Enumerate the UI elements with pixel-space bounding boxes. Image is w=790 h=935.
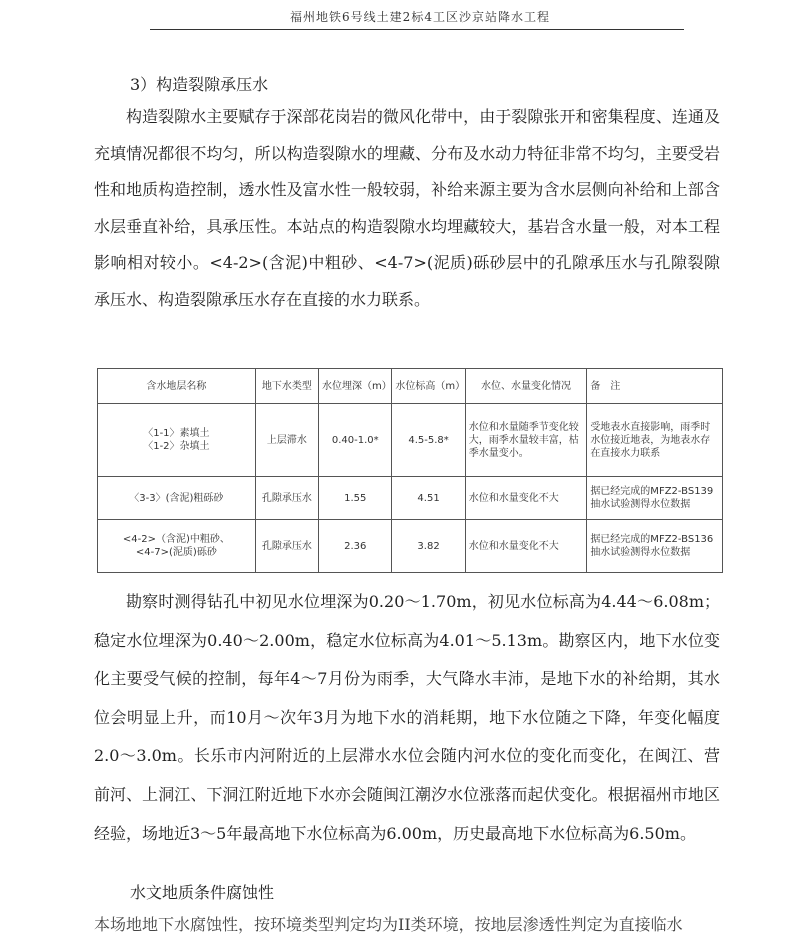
cell-name: <4-2>（含泥)中粗砂、 <4-7>(泥质)砾砂 — [98, 520, 256, 573]
cell-change: 水位和水量变化不大 — [465, 520, 587, 573]
body-paragraph: 构造裂隙水主要赋存于深部花岗岩的微风化带中，由于裂隙张开和密集程度、连通及充填情况都很不均匀，所以构造裂隙水的埋藏、分布及水动力特征非常不均匀，主要受岩性和地质构造控制，透水性及富水性一般较弱，补给来源主要为含水层侧向补给和上部含水层垂直补给，具承压性。本站点的构造裂隙水均埋藏较大，基岩含水量一般，对本工程影响相对较小。<4-2>(含泥)中粗砂、<4-7>(泥质)砾砂层中的孔隙承压水与孔隙裂隙承压水、构造裂隙承压水存在直接的水力联系。 — [94, 107, 720, 309]
header-name: 含水地层名称 — [98, 369, 256, 404]
cell-change: 水位和水量随季节变化较大，雨季水量较丰富，枯季水量变小。 — [465, 404, 587, 477]
cell-remark: 据已经完成的MFZ2-BS136抽水试验测得水位数据 — [587, 520, 723, 573]
header-type: 地下水类型 — [255, 369, 318, 404]
header-remark: 备 注 — [587, 369, 723, 404]
header-elevation: 水位标高（m） — [392, 369, 465, 404]
cutoff-text: 本场地地下水腐蚀性，按环境类型判定均为II类环境，按地层渗透性判定为直接临水 — [94, 915, 683, 934]
cell-remark: 据已经完成的MFZ2-BS139抽水试验测得水位数据 — [587, 477, 723, 520]
cell-elevation: 4.5-5.8* — [392, 404, 465, 477]
cell-change: 水位和水量变化不大 — [465, 477, 587, 520]
page-header: 福州地铁6号线土建2标4工区沙京站降水工程 — [290, 10, 550, 24]
table-row — [98, 404, 723, 477]
section-heading: 3）构造裂隙承压水 — [130, 75, 269, 94]
cell-depth: 0.40-1.0* — [319, 404, 392, 477]
cell-depth: 1.55 — [319, 477, 392, 520]
table-header-row — [98, 369, 723, 404]
cell-type: 上层滞水 — [255, 404, 318, 477]
cell-type: 孔隙承压水 — [255, 520, 318, 573]
section-heading: 水文地质条件腐蚀性 — [130, 883, 275, 902]
cell-type: 孔隙承压水 — [255, 477, 318, 520]
cell-name: 〈3-3〉(含泥)粗砾砂 — [98, 477, 256, 520]
cell-elevation: 4.51 — [392, 477, 465, 520]
cell-name: 〈1-1〉素填土 〈1-2〉杂填土 — [98, 404, 256, 477]
header-rule — [150, 29, 684, 30]
aquifer-table — [97, 368, 723, 573]
header-change: 水位、水量变化情况 — [465, 369, 587, 404]
cell-remark: 受地表水直接影响，雨季时水位接近地表，为地表水存在直接水力联系 — [587, 404, 723, 477]
cell-elevation: 3.82 — [392, 520, 465, 573]
table-row — [98, 477, 723, 520]
header-depth: 水位埋深（m） — [319, 369, 392, 404]
body-paragraph: 勘察时测得钻孔中初见水位埋深为0.20～1.70m，初见水位标高为4.44～6.08m；稳定水位埋深为0.40～2.00m，稳定水位标高为4.01～5.13m。勘察区内，地下水位变化主要受气候的控制，每年4～7月份为雨季，大气降水丰沛，是地下水的补给期，其水位会明显上升，而10月～次年3月为地下水的消耗期，地下水位随之下降，年变化幅度2.0～3.0m。长乐市内河附近的上层滞水水位会随内河水位的变化而变化，在闽江、营前河、上洞江、下洞江附近地下水亦会随闽江潮汐水位涨落而起伏变化。根据福州市地区经验，场地近3～5年最高地下水位标高为6.00m，历史最高地下水位标高为6.50m。 — [94, 592, 720, 843]
cell-depth: 2.36 — [319, 520, 392, 573]
table-row — [98, 520, 723, 573]
